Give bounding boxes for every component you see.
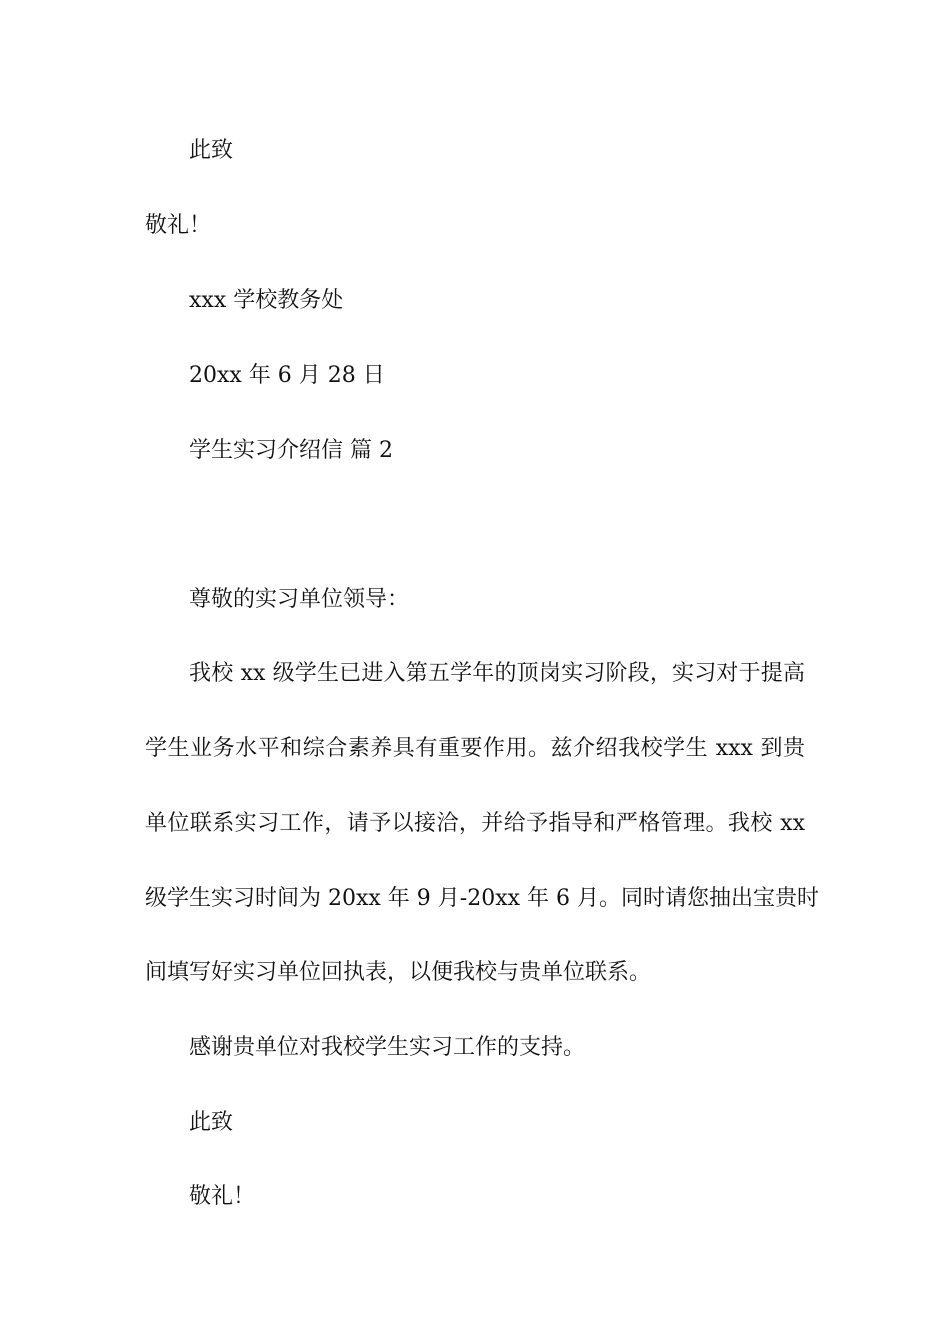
body-line: 间填写好实习单位回执表，以便我校与贵单位联系。 — [145, 960, 652, 985]
greeting-text: 尊敬的实习单位领导： — [189, 587, 410, 612]
closing-text: 此致 — [189, 138, 234, 163]
closing-text: 此致 — [189, 1110, 234, 1135]
signature-text: xxx 学校教务处 — [189, 288, 344, 313]
body-line: 级学生实习时间为 20xx 年 9 月-20xx 年 6 月。同时请您抽出宝贵时 — [145, 886, 819, 911]
body-line: 学生业务水平和综合素养具有重要作用。兹介绍我校学生 xxx 到贵 — [145, 736, 805, 761]
thanks-text: 感谢贵单位对我校学生实习工作的支持。 — [189, 1035, 586, 1060]
salute-text: 敬礼！ — [189, 1184, 256, 1209]
date-text: 20xx 年 6 月 28 日 — [189, 363, 385, 388]
section-title: 学生实习介绍信 篇 2 — [189, 438, 393, 463]
salute-text: 敬礼！ — [145, 213, 212, 238]
body-line: 单位联系实习工作，请予以接洽，并给予指导和严格管理。我校 xx — [145, 811, 805, 836]
body-line: 我校 xx 级学生已进入第五学年的顶岗实习阶段，实习对于提高 — [189, 661, 805, 686]
